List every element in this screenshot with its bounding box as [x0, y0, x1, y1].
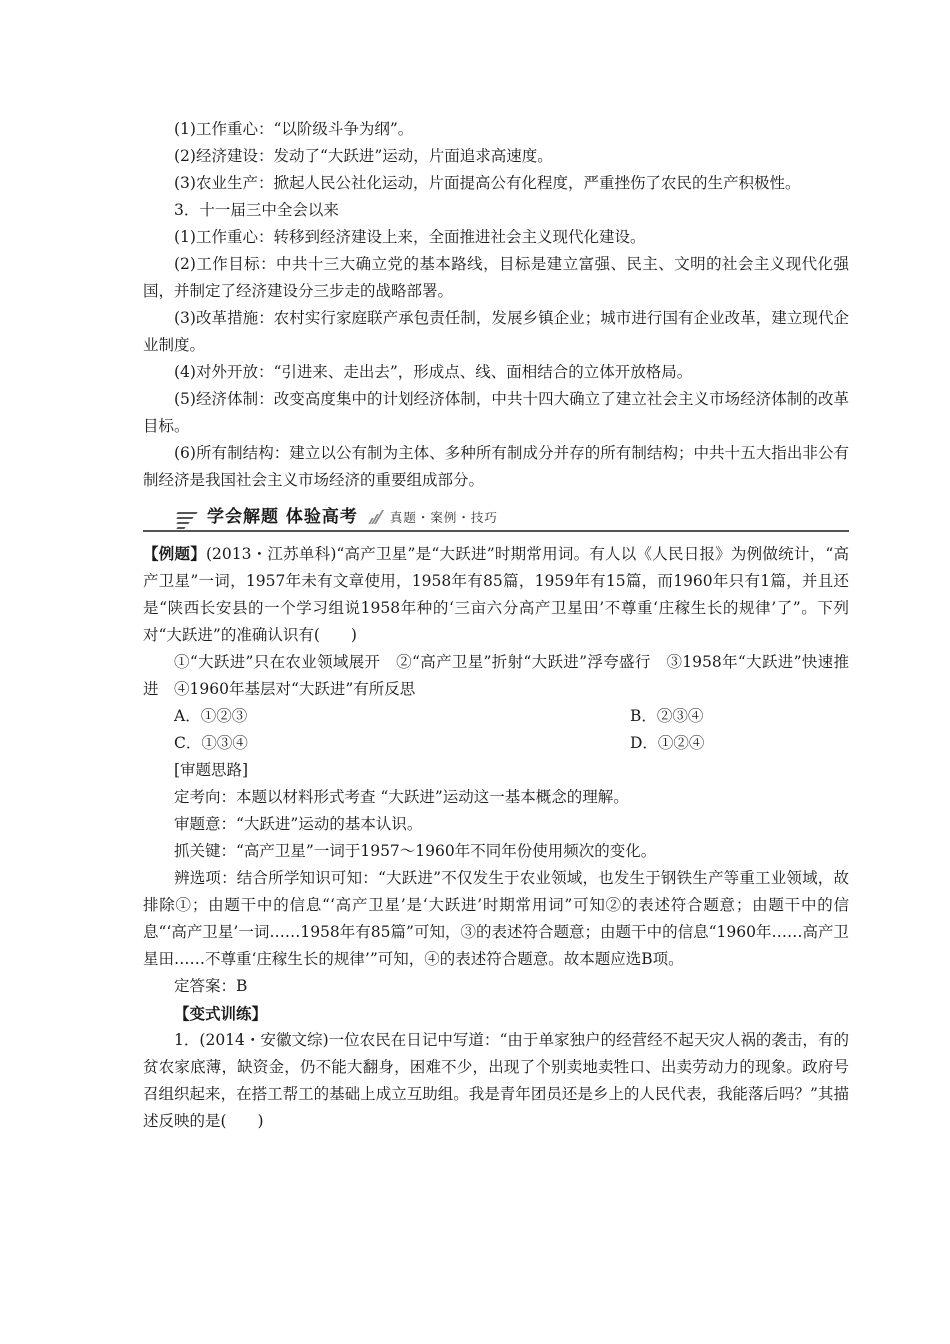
analysis-line: 审题意：“大跃进”运动的基本认识。 — [174, 815, 423, 833]
analysis-line: 抓关键：“高产卫星”一词于1957～1960年不同年份使用频次的变化。 — [174, 842, 657, 860]
paragraph: (2)经济建设：发动了“大跃进”运动，片面追求高速度。 — [174, 147, 553, 165]
example-statements: ①“大跃进”只在农业领域展开 ②“高产卫星”折射“大跃进”浮夸盛行 ③1958年“大跃进”快速推进 ④1960年基层对“大跃进”有所反思 — [143, 653, 849, 698]
training-label: 【变式训练】 — [174, 1004, 268, 1023]
example-question — [143, 540, 849, 649]
paragraph: (2)工作目标：中共十三大确立党的基本路线，目标是建立富强、民主、文明的社会主义现代化强国，并制定了经济建设分三步走的战略部署。 — [143, 255, 849, 300]
options-row — [143, 730, 849, 757]
stripes-icon — [177, 510, 199, 530]
paragraph: (1)工作重心：转移到经济建设上来，全面推进社会主义现代化建设。 — [174, 228, 646, 246]
option-d: D．①②④ — [630, 734, 705, 752]
example-stem: (2013・江苏单科)“高产卫星”是“大跃进”时期常用词。有人以《人民日报》为例做统计，“高产卫星”一词，1957年未有文章使用，1958年有85篇，1959年有15篇，而1960年只有1篇，并且还是“陕西长安县的一个学习组说1958年种的‘三亩六分高产卫星田’不尊重‘庄稼生长的规律’了”。下列对“大跃进”的准确认识有( ) — [143, 545, 849, 644]
option-c: C．①③④ — [174, 734, 248, 752]
example-label: 【例题】 — [143, 544, 206, 563]
subheading: 3．十一届三中全会以来 — [174, 201, 339, 219]
options-row — [143, 703, 849, 730]
paragraph: (4)对外开放：“引进来、走出去”，形成点、线、面相结合的立体开放格局。 — [174, 363, 693, 381]
slash-icon — [368, 510, 382, 524]
analysis-line: 定考向：本题以材料形式考查 “大跃进”运动这一基本概念的理解。 — [174, 788, 629, 806]
paragraph: (3)改革措施：农村实行家庭联产承包责任制，发展乡镇企业；城市进行国有企业改革，建立现代企业制度。 — [143, 309, 849, 354]
document-page — [143, 116, 849, 1135]
paragraph: (3)农业生产：掀起人民公社化运动，片面提高公有化程度，严重挫伤了农民的生产积极性。 — [174, 174, 801, 192]
analysis-heading: [审题思路] — [174, 761, 249, 779]
option-b: B．②③④ — [630, 707, 704, 725]
section-header — [143, 498, 849, 532]
option-a: A．①②③ — [174, 707, 248, 725]
paragraph: (1)工作重心：“以阶级斗争为纲”。 — [174, 120, 414, 138]
training-question: 1．(2014・安徽文综)一位农民在日记中写道：“由于单家独户的经营经不起天灾人祸的袭击，有的贫农家底薄，缺资金，仍不能大翻身，困难不少，出现了个别卖地卖牲口、出卖劳动力的现象。政府号召组织起来，在搭工帮工的基础上成立互助组。我是青年团员还是乡上的人民代表，我能落后吗？”其描述反映的是( ) — [143, 1031, 849, 1130]
paragraph: (6)所有制结构：建立以公有制为主体、多种所有制成分并存的所有制结构；中共十五大指出非公有制经济是我国社会主义市场经济的重要组成部分。 — [143, 444, 849, 489]
section-title: 学会解题 体验高考 — [207, 507, 358, 527]
analysis-line: 辨选项：结合所学知识可知：“大跃进”不仅发生于农业领域，也发生于钢铁生产等重工业领域，故排除①；由题干中的信息“‘高产卫星’是‘大跃进’时期常用词”可知②的表述符合题意；由题干中的信息“‘高产卫星’一词……1958年有85篇”可知，③的表述符合题意；由题干中的信息“1960年……高产卫星田……不尊重‘庄稼生长的规律’”可知，④的表述符合题意。故本题应选B项。 — [143, 869, 849, 968]
section-subtitle: 真题・案例・技巧 — [389, 510, 498, 525]
paragraph: (5)经济体制：改变高度集中的计划经济体制，中共十四大确立了建立社会主义市场经济体制的改革目标。 — [143, 390, 849, 435]
analysis-answer: 定答案：B — [174, 977, 248, 995]
